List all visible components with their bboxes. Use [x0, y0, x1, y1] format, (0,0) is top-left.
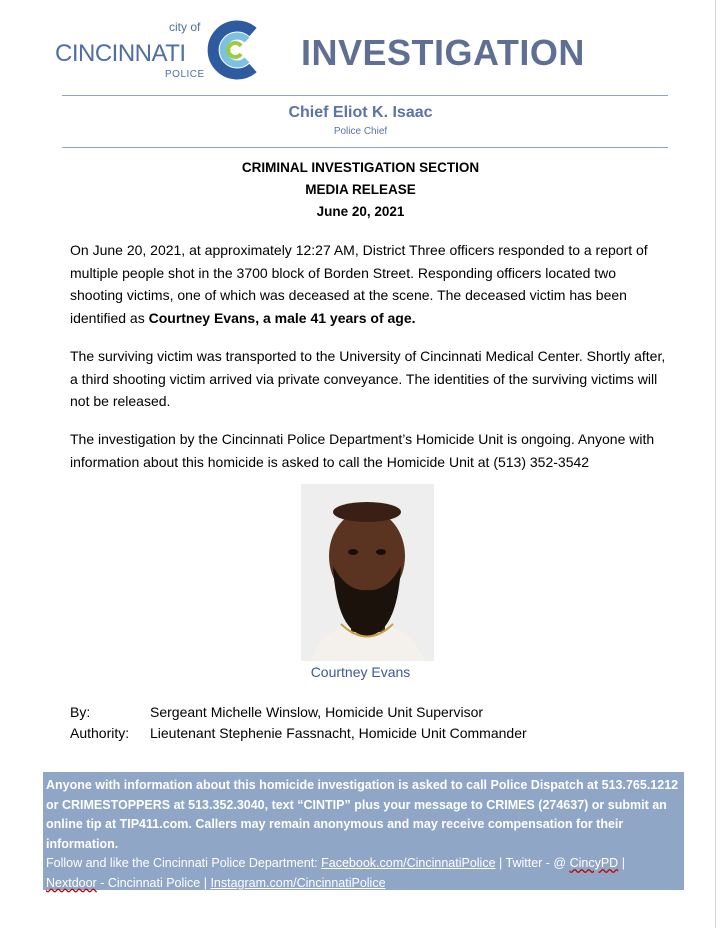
nextdoor-suffix: - Cincinnati Police |	[96, 875, 211, 890]
tip-footer-notice: Anyone with information about this homicide investigation is asked to call Police Dispatch at 513.765.1212 or CRIMESTOPPERS at 513.352.3040, text “CINTIP” plus your message to CRIMES (274637) or submit an online tip at TIP411.com. Callers may remain anonymous and may receive compensation for their information.	[46, 778, 679, 851]
facebook-link[interactable]: Facebook.com/CincinnatiPolice	[321, 856, 496, 870]
section-title: CRIMINAL INVESTIGATION SECTION	[241, 160, 480, 175]
by-label: By:	[70, 704, 91, 720]
by-value: Sergeant Michelle Winslow, Homicide Unit Supervisor	[150, 704, 484, 720]
paragraph-survivors: The surviving victim was transported to the University of Cincinnati Medical Center. Shortly after, a third shooting victim arrived via private conveyance. The identities of the surviving victims will not be released.	[70, 348, 666, 409]
authority-value: Lieutenant Stephenie Fassnacht, Homicide Unit Commander	[150, 725, 527, 741]
victim-photo	[301, 484, 434, 661]
twitter-prefix: | Twitter - @	[495, 856, 570, 870]
logo-cincinnati: CINCINNATI	[55, 40, 186, 67]
release-date: June 20, 2021	[316, 204, 405, 219]
authority-label: Authority:	[70, 725, 130, 741]
tip-footer	[43, 772, 684, 890]
byline-by	[70, 704, 483, 720]
social-links	[46, 854, 681, 893]
release-type: MEDIA RELEASE	[305, 182, 416, 197]
separator: |	[618, 856, 625, 870]
header-divider-bottom	[62, 147, 668, 148]
page-headline: INVESTIGATION	[301, 32, 585, 73]
logo-police: POLICE	[165, 69, 205, 80]
instagram-link[interactable]: Instagram.com/CincinnatiPolice	[210, 875, 386, 890]
logo-city-of: city of	[169, 20, 201, 34]
header-divider-top	[62, 95, 668, 96]
photo-caption: Courtney Evans	[310, 664, 411, 680]
chief-title: Police Chief	[333, 126, 388, 137]
byline-authority	[70, 725, 527, 741]
victim-identity: Courtney Evans, a male 41 years of age.	[148, 309, 416, 326]
paragraph-incident	[70, 239, 670, 329]
paragraph-incident-text: On June 20, 2021, at approximately 12:27 AM, District Three officers responded to a report of multiple people shot in the 3700 block of Borden Street. Responding officers located two shooting victims, one of which was deceased at the scene. The deceased victim has been identified as	[70, 242, 648, 326]
paragraph-investigation: The investigation by the Cincinnati Police Department’s Homicide Unit is ongoing. Anyone with information about this homicide is asked to call the Homicide Unit at (513) 352-3542	[70, 431, 655, 470]
logo-c-emblem-icon	[201, 20, 263, 80]
follow-prefix: Follow and like the Cincinnati Police Department:	[46, 856, 322, 870]
chief-name: Chief Eliot K. Isaac	[288, 104, 433, 121]
twitter-handle[interactable]: CincyPD	[569, 856, 619, 870]
cincinnati-police-logo	[55, 18, 265, 80]
nextdoor-link[interactable]: Nextdoor	[46, 875, 97, 890]
